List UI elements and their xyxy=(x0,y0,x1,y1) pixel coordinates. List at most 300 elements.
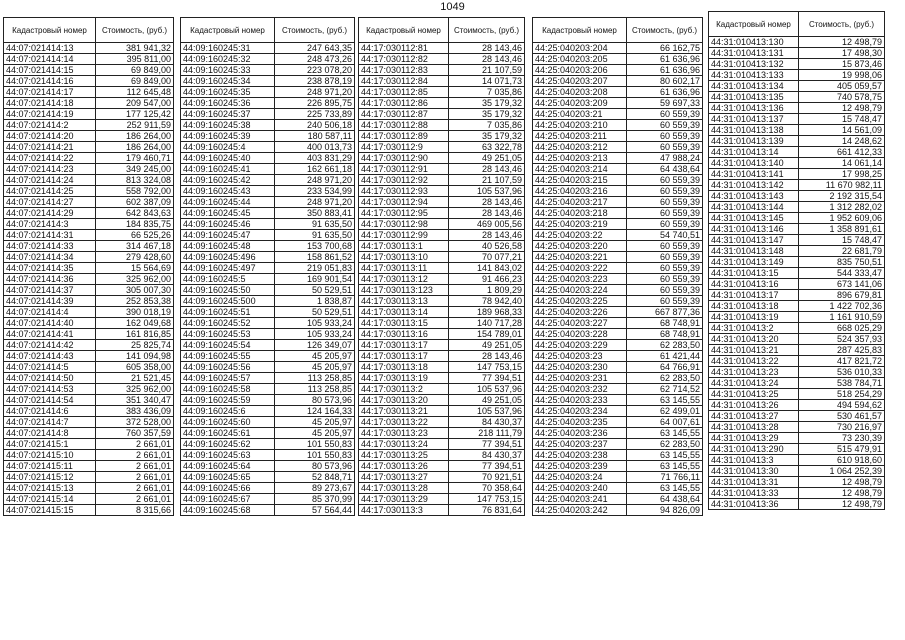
cost-cell: 15 748,47 xyxy=(799,235,885,246)
cost-cell: 68 748,91 xyxy=(627,329,703,340)
cost-cell: 305 007,30 xyxy=(96,285,174,296)
table-row xyxy=(533,153,703,164)
cost-cell: 61 636,96 xyxy=(627,54,703,65)
table-row xyxy=(709,389,885,400)
cost-cell: 668 025,29 xyxy=(799,323,885,334)
cost-cell: 189 968,33 xyxy=(449,307,525,318)
table-row xyxy=(181,87,355,98)
table-row xyxy=(359,274,525,285)
table-row xyxy=(533,417,703,428)
cadastral-number-cell: 44:09:160245:64 xyxy=(181,461,275,472)
cost-cell: 2 661,01 xyxy=(96,450,174,461)
table-row xyxy=(359,494,525,505)
cadastral-number-cell: 44:09:160245:47 xyxy=(181,230,275,241)
cadastral-number-cell: 44:09:160245:48 xyxy=(181,241,275,252)
table-row xyxy=(181,285,355,296)
table-row xyxy=(533,428,703,439)
cost-cell: 605 358,00 xyxy=(96,362,174,373)
cadastral-number-cell: 44:07:021414:23 xyxy=(4,164,96,175)
cost-cell: 47 988,24 xyxy=(627,153,703,164)
cost-cell: 325 962,00 xyxy=(96,384,174,395)
cost-cell: 247 643,35 xyxy=(275,43,355,54)
table-row xyxy=(359,186,525,197)
table-row xyxy=(533,494,703,505)
cadastral-table-4 xyxy=(532,17,703,516)
cost-cell: 405 059,57 xyxy=(799,81,885,92)
cadastral-number-cell: 44:17:030113:1 xyxy=(359,241,449,252)
cost-cell: 896 679,81 xyxy=(799,290,885,301)
cadastral-number-cell: 44:09:160245:39 xyxy=(181,131,275,142)
table-row xyxy=(533,329,703,340)
table-row xyxy=(533,109,703,120)
table-row xyxy=(181,142,355,153)
table-row xyxy=(533,285,703,296)
table-row xyxy=(4,175,174,186)
table-row xyxy=(4,461,174,472)
table-row xyxy=(533,197,703,208)
cost-cell: 91 635,50 xyxy=(275,219,355,230)
cadastral-number-cell: 44:07:021414:29 xyxy=(4,208,96,219)
table-row xyxy=(4,76,174,87)
cost-cell: 1 064 252,39 xyxy=(799,466,885,477)
cost-cell: 1 358 891,61 xyxy=(799,224,885,235)
table-row xyxy=(181,164,355,175)
table-row xyxy=(4,98,174,109)
cadastral-number-cell: 44:25:040203:215 xyxy=(533,175,627,186)
cost-cell: 60 559,39 xyxy=(627,120,703,131)
table-row xyxy=(359,98,525,109)
cadastral-number-cell: 44:25:040203:226 xyxy=(533,307,627,318)
cost-cell: 740 578,75 xyxy=(799,92,885,103)
cadastral-number-cell: 44:25:040203:218 xyxy=(533,208,627,219)
cost-cell: 186 264,00 xyxy=(96,131,174,142)
cost-cell: 60 559,39 xyxy=(627,274,703,285)
cadastral-number-cell: 44:07:021414:5 xyxy=(4,362,96,373)
table-row xyxy=(181,329,355,340)
table-row xyxy=(709,301,885,312)
cost-cell: 536 010,33 xyxy=(799,367,885,378)
table-row xyxy=(181,241,355,252)
cost-cell: 28 143,46 xyxy=(449,197,525,208)
cadastral-number-cell: 44:31:010413:33 xyxy=(709,488,799,499)
table-row xyxy=(359,351,525,362)
cadastral-number-cell: 44:25:040203:206 xyxy=(533,65,627,76)
cadastral-number-cell: 44:09:160245:67 xyxy=(181,494,275,505)
table-row xyxy=(181,131,355,142)
cost-cell: 78 942,40 xyxy=(449,296,525,307)
table-row xyxy=(709,246,885,257)
cadastral-number-cell: 44:17:030113:22 xyxy=(359,417,449,428)
table-row xyxy=(359,439,525,450)
cadastral-number-cell: 44:31:010413:137 xyxy=(709,114,799,125)
table-row xyxy=(4,505,174,516)
cost-cell: 52 848,71 xyxy=(275,472,355,483)
cost-cell: 85 370,99 xyxy=(275,494,355,505)
cost-cell: 395 811,00 xyxy=(96,54,174,65)
cadastral-number-cell: 44:17:030113:27 xyxy=(359,472,449,483)
cadastral-number-cell: 44:25:040203:229 xyxy=(533,340,627,351)
cost-cell: 57 564,44 xyxy=(275,505,355,516)
cost-cell: 186 264,00 xyxy=(96,142,174,153)
cost-cell: 80 602,17 xyxy=(627,76,703,87)
cost-cell: 60 559,39 xyxy=(627,142,703,153)
table-row xyxy=(359,65,525,76)
table-row xyxy=(4,285,174,296)
cadastral-number-cell: 44:17:030113:2 xyxy=(359,384,449,395)
cadastral-number-cell: 44:31:010413:2 xyxy=(709,323,799,334)
cadastral-number-cell: 44:25:040203:228 xyxy=(533,329,627,340)
cadastral-number-cell: 44:31:010413:132 xyxy=(709,59,799,70)
cadastral-number-cell: 44:09:160245:68 xyxy=(181,505,275,516)
table-row xyxy=(709,257,885,268)
table-row xyxy=(181,263,355,274)
table-row xyxy=(4,230,174,241)
table-row xyxy=(4,472,174,483)
cadastral-number-cell: 44:09:160245:34 xyxy=(181,76,275,87)
table-row xyxy=(4,142,174,153)
table-row xyxy=(533,208,703,219)
table-row xyxy=(709,444,885,455)
cadastral-number-cell: 44:07:021414:34 xyxy=(4,252,96,263)
cadastral-number-cell: 44:17:030113:19 xyxy=(359,373,449,384)
cadastral-number-cell: 44:09:160245:40 xyxy=(181,153,275,164)
table-row xyxy=(709,345,885,356)
table-row xyxy=(709,488,885,499)
table-row xyxy=(709,114,885,125)
cadastral-number-cell: 44:09:160245:61 xyxy=(181,428,275,439)
cadastral-number-cell: 44:07:021414:14 xyxy=(4,54,96,65)
table-row xyxy=(181,373,355,384)
table-row xyxy=(709,191,885,202)
cadastral-number-cell: 44:31:010413:16 xyxy=(709,279,799,290)
table-row xyxy=(359,263,525,274)
header-cost: Стоимость, (руб.) xyxy=(96,18,174,43)
header-cost: Стоимость, (руб.) xyxy=(449,18,525,43)
table-row xyxy=(359,373,525,384)
cadastral-number-cell: 44:07:021415:14 xyxy=(4,494,96,505)
cost-cell: 15 748,47 xyxy=(799,114,885,125)
cost-cell: 248 971,20 xyxy=(275,197,355,208)
cadastral-number-cell: 44:31:010413:138 xyxy=(709,125,799,136)
cost-cell: 169 901,54 xyxy=(275,274,355,285)
cost-cell: 50 529,51 xyxy=(275,285,355,296)
table-row xyxy=(359,197,525,208)
cost-cell: 400 013,73 xyxy=(275,142,355,153)
table-row xyxy=(4,439,174,450)
table-row xyxy=(359,483,525,494)
cost-cell: 91 635,50 xyxy=(275,230,355,241)
table-row xyxy=(709,422,885,433)
cost-cell: 70 358,64 xyxy=(449,483,525,494)
cost-cell: 602 387,09 xyxy=(96,197,174,208)
table-row xyxy=(533,241,703,252)
table-row xyxy=(181,186,355,197)
cadastral-number-cell: 44:09:160245:53 xyxy=(181,329,275,340)
cost-cell: 12 498,79 xyxy=(799,37,885,48)
table-row xyxy=(533,373,703,384)
cost-cell: 105 537,96 xyxy=(449,406,525,417)
table-row xyxy=(4,318,174,329)
cadastral-number-cell: 44:07:021415:11 xyxy=(4,461,96,472)
table-row xyxy=(181,472,355,483)
cost-cell: 147 753,15 xyxy=(449,494,525,505)
table-row xyxy=(533,54,703,65)
cadastral-number-cell: 44:07:021414:33 xyxy=(4,241,96,252)
cadastral-table-1 xyxy=(3,17,174,516)
cadastral-number-cell: 44:07:021414:18 xyxy=(4,98,96,109)
cost-cell: 40 526,58 xyxy=(449,241,525,252)
cadastral-number-cell: 44:17:030112:92 xyxy=(359,175,449,186)
cadastral-number-cell: 44:25:040203:227 xyxy=(533,318,627,329)
table-row xyxy=(533,384,703,395)
table-row xyxy=(181,351,355,362)
cost-cell: 49 251,05 xyxy=(449,340,525,351)
cadastral-number-cell: 44:09:160245:500 xyxy=(181,296,275,307)
cost-cell: 61 636,96 xyxy=(627,87,703,98)
cost-cell: 12 498,79 xyxy=(799,477,885,488)
cadastral-number-cell: 44:09:160245:32 xyxy=(181,54,275,65)
cadastral-number-cell: 44:31:010413:23 xyxy=(709,367,799,378)
cadastral-number-cell: 44:31:010413:134 xyxy=(709,81,799,92)
cost-cell: 35 179,32 xyxy=(449,109,525,120)
table-row xyxy=(4,43,174,54)
cost-cell: 63 145,55 xyxy=(627,395,703,406)
cost-cell: 69 849,00 xyxy=(96,76,174,87)
cadastral-number-cell: 44:31:010413:29 xyxy=(709,433,799,444)
cadastral-number-cell: 44:31:010413:290 xyxy=(709,444,799,455)
table-row xyxy=(709,169,885,180)
cost-cell: 63 145,55 xyxy=(627,428,703,439)
table-row xyxy=(181,120,355,131)
cadastral-number-cell: 44:17:030113:123 xyxy=(359,285,449,296)
header-cost: Стоимость, (руб.) xyxy=(275,18,355,43)
cost-cell: 141 843,02 xyxy=(449,263,525,274)
cost-cell: 105 537,96 xyxy=(449,384,525,395)
cadastral-number-cell: 44:09:160245:59 xyxy=(181,395,275,406)
cadastral-number-cell: 44:25:040203:205 xyxy=(533,54,627,65)
table-row xyxy=(359,329,525,340)
cadastral-number-cell: 44:17:030113:25 xyxy=(359,450,449,461)
cost-cell: 89 273,67 xyxy=(275,483,355,494)
cadastral-number-cell: 44:25:040203:214 xyxy=(533,164,627,175)
table-row xyxy=(4,373,174,384)
cadastral-number-cell: 44:07:021414:43 xyxy=(4,351,96,362)
cost-cell: 69 849,00 xyxy=(96,65,174,76)
cost-cell: 45 205,97 xyxy=(275,428,355,439)
table-row xyxy=(533,307,703,318)
cost-cell: 279 428,60 xyxy=(96,252,174,263)
cadastral-number-cell: 44:17:030113:28 xyxy=(359,483,449,494)
cost-cell: 11 670 982,11 xyxy=(799,180,885,191)
cost-cell: 252 911,59 xyxy=(96,120,174,131)
cadastral-number-cell: 44:07:021414:15 xyxy=(4,65,96,76)
cadastral-number-cell: 44:31:010413:146 xyxy=(709,224,799,235)
cadastral-number-cell: 44:07:021415:15 xyxy=(4,505,96,516)
cadastral-number-cell: 44:07:021414:22 xyxy=(4,153,96,164)
table-row xyxy=(181,461,355,472)
cost-cell: 54 740,51 xyxy=(627,230,703,241)
cadastral-number-cell: 44:25:040203:21 xyxy=(533,109,627,120)
cadastral-number-cell: 44:07:021414:16 xyxy=(4,76,96,87)
table-row xyxy=(4,263,174,274)
cost-cell: 14 561,09 xyxy=(799,125,885,136)
cadastral-number-cell: 44:07:021414:21 xyxy=(4,142,96,153)
cadastral-number-cell: 44:09:160245:44 xyxy=(181,197,275,208)
table-row xyxy=(181,406,355,417)
cadastral-number-cell: 44:07:021414:7 xyxy=(4,417,96,428)
cost-cell: 147 753,15 xyxy=(449,362,525,373)
cost-cell: 730 216,97 xyxy=(799,422,885,433)
table-row xyxy=(4,131,174,142)
table-row xyxy=(4,450,174,461)
cadastral-number-cell: 44:17:030112:81 xyxy=(359,43,449,54)
cost-cell: 226 895,75 xyxy=(275,98,355,109)
cadastral-number-cell: 44:07:021414:41 xyxy=(4,329,96,340)
cost-cell: 60 559,39 xyxy=(627,131,703,142)
cadastral-number-cell: 44:17:030113:15 xyxy=(359,318,449,329)
table-row xyxy=(533,263,703,274)
cost-cell: 7 035,86 xyxy=(449,120,525,131)
cost-cell: 112 645,48 xyxy=(96,87,174,98)
table-row xyxy=(181,439,355,450)
cost-cell: 179 460,71 xyxy=(96,153,174,164)
table-row xyxy=(359,428,525,439)
cadastral-number-cell: 44:31:010413:27 xyxy=(709,411,799,422)
cost-cell: 813 324,08 xyxy=(96,175,174,186)
cost-cell: 248 473,26 xyxy=(275,54,355,65)
cadastral-number-cell: 44:25:040203:230 xyxy=(533,362,627,373)
cadastral-number-cell: 44:25:040203:223 xyxy=(533,274,627,285)
table-row xyxy=(181,208,355,219)
cadastral-number-cell: 44:07:021414:13 xyxy=(4,43,96,54)
table-row xyxy=(709,48,885,59)
cost-cell: 469 005,56 xyxy=(449,219,525,230)
cadastral-number-cell: 44:25:040203:209 xyxy=(533,98,627,109)
cadastral-number-cell: 44:17:030113:26 xyxy=(359,461,449,472)
cost-cell: 70 921,51 xyxy=(449,472,525,483)
cadastral-number-cell: 44:17:030112:91 xyxy=(359,164,449,175)
table-row xyxy=(533,43,703,54)
table-row xyxy=(709,400,885,411)
table-row xyxy=(359,296,525,307)
table-row xyxy=(181,318,355,329)
cadastral-number-cell: 44:31:010413:147 xyxy=(709,235,799,246)
cost-cell: 835 750,51 xyxy=(799,257,885,268)
cost-cell: 760 357,59 xyxy=(96,428,174,439)
cadastral-number-cell: 44:25:040203:213 xyxy=(533,153,627,164)
cadastral-number-cell: 44:31:010413:3 xyxy=(709,455,799,466)
cadastral-number-cell: 44:07:021414:6 xyxy=(4,406,96,417)
cost-cell: 12 498,79 xyxy=(799,103,885,114)
table-row xyxy=(181,109,355,120)
cost-cell: 161 816,85 xyxy=(96,329,174,340)
cost-cell: 158 861,52 xyxy=(275,252,355,263)
cadastral-number-cell: 44:09:160245:37 xyxy=(181,109,275,120)
table-row xyxy=(181,340,355,351)
cost-cell: 141 094,98 xyxy=(96,351,174,362)
cadastral-table-5 xyxy=(708,11,885,510)
table-row xyxy=(533,505,703,516)
cost-cell: 417 821,72 xyxy=(799,356,885,367)
table-row xyxy=(709,356,885,367)
table-row xyxy=(181,153,355,164)
table-row xyxy=(181,219,355,230)
table-row xyxy=(709,477,885,488)
table-row xyxy=(359,395,525,406)
table-row xyxy=(709,235,885,246)
cadastral-number-cell: 44:25:040203:240 xyxy=(533,483,627,494)
cadastral-number-cell: 44:25:040203:235 xyxy=(533,417,627,428)
cost-cell: 60 559,39 xyxy=(627,241,703,252)
table-row xyxy=(359,142,525,153)
cost-cell: 60 559,39 xyxy=(627,109,703,120)
cost-cell: 28 143,46 xyxy=(449,43,525,54)
cost-cell: 225 733,89 xyxy=(275,109,355,120)
cost-cell: 60 559,39 xyxy=(627,285,703,296)
table-row xyxy=(4,351,174,362)
cadastral-number-cell: 44:25:040203:224 xyxy=(533,285,627,296)
table-row xyxy=(533,472,703,483)
cadastral-number-cell: 44:31:010413:136 xyxy=(709,103,799,114)
table-row xyxy=(181,417,355,428)
cadastral-number-cell: 44:09:160245:6 xyxy=(181,406,275,417)
table-row xyxy=(709,466,885,477)
table-row xyxy=(709,334,885,345)
cadastral-number-cell: 44:09:160245:5 xyxy=(181,274,275,285)
cadastral-number-cell: 44:09:160245:55 xyxy=(181,351,275,362)
cadastral-number-cell: 44:07:021415:13 xyxy=(4,483,96,494)
table-row xyxy=(4,483,174,494)
cadastral-number-cell: 44:25:040203:238 xyxy=(533,450,627,461)
table-row xyxy=(359,472,525,483)
cadastral-number-cell: 44:07:021414:42 xyxy=(4,340,96,351)
cost-cell: 73 230,39 xyxy=(799,433,885,444)
cost-cell: 1 161 910,59 xyxy=(799,312,885,323)
cost-cell: 113 258,85 xyxy=(275,384,355,395)
table-row xyxy=(4,384,174,395)
cost-cell: 84 430,37 xyxy=(449,450,525,461)
header-cost: Стоимость, (руб.) xyxy=(799,12,885,37)
cadastral-number-cell: 44:31:010413:30 xyxy=(709,466,799,477)
cadastral-number-cell: 44:17:030112:95 xyxy=(359,208,449,219)
cost-cell: 515 479,91 xyxy=(799,444,885,455)
cadastral-number-cell: 44:31:010413:24 xyxy=(709,378,799,389)
table-row xyxy=(709,378,885,389)
cadastral-number-cell: 44:17:030113:11 xyxy=(359,263,449,274)
header-cadastral-number: Кадастровый номер xyxy=(4,18,96,43)
cost-cell: 673 141,06 xyxy=(799,279,885,290)
table-row xyxy=(709,279,885,290)
table-row xyxy=(533,483,703,494)
cadastral-number-cell: 44:25:040203:233 xyxy=(533,395,627,406)
cadastral-number-cell: 44:07:021414:53 xyxy=(4,384,96,395)
cost-cell: 59 697,33 xyxy=(627,98,703,109)
cost-cell: 162 661,18 xyxy=(275,164,355,175)
table-row xyxy=(359,43,525,54)
table-row xyxy=(181,296,355,307)
cost-cell: 63 145,55 xyxy=(627,461,703,472)
table-row xyxy=(533,406,703,417)
cost-cell: 68 748,91 xyxy=(627,318,703,329)
cost-cell: 248 971,20 xyxy=(275,175,355,186)
table-row xyxy=(709,103,885,114)
cost-cell: 49 251,05 xyxy=(449,395,525,406)
cadastral-number-cell: 44:31:010413:26 xyxy=(709,400,799,411)
cost-cell: 372 528,00 xyxy=(96,417,174,428)
cost-cell: 2 192 315,54 xyxy=(799,191,885,202)
cost-cell: 60 559,39 xyxy=(627,186,703,197)
table-row xyxy=(4,296,174,307)
